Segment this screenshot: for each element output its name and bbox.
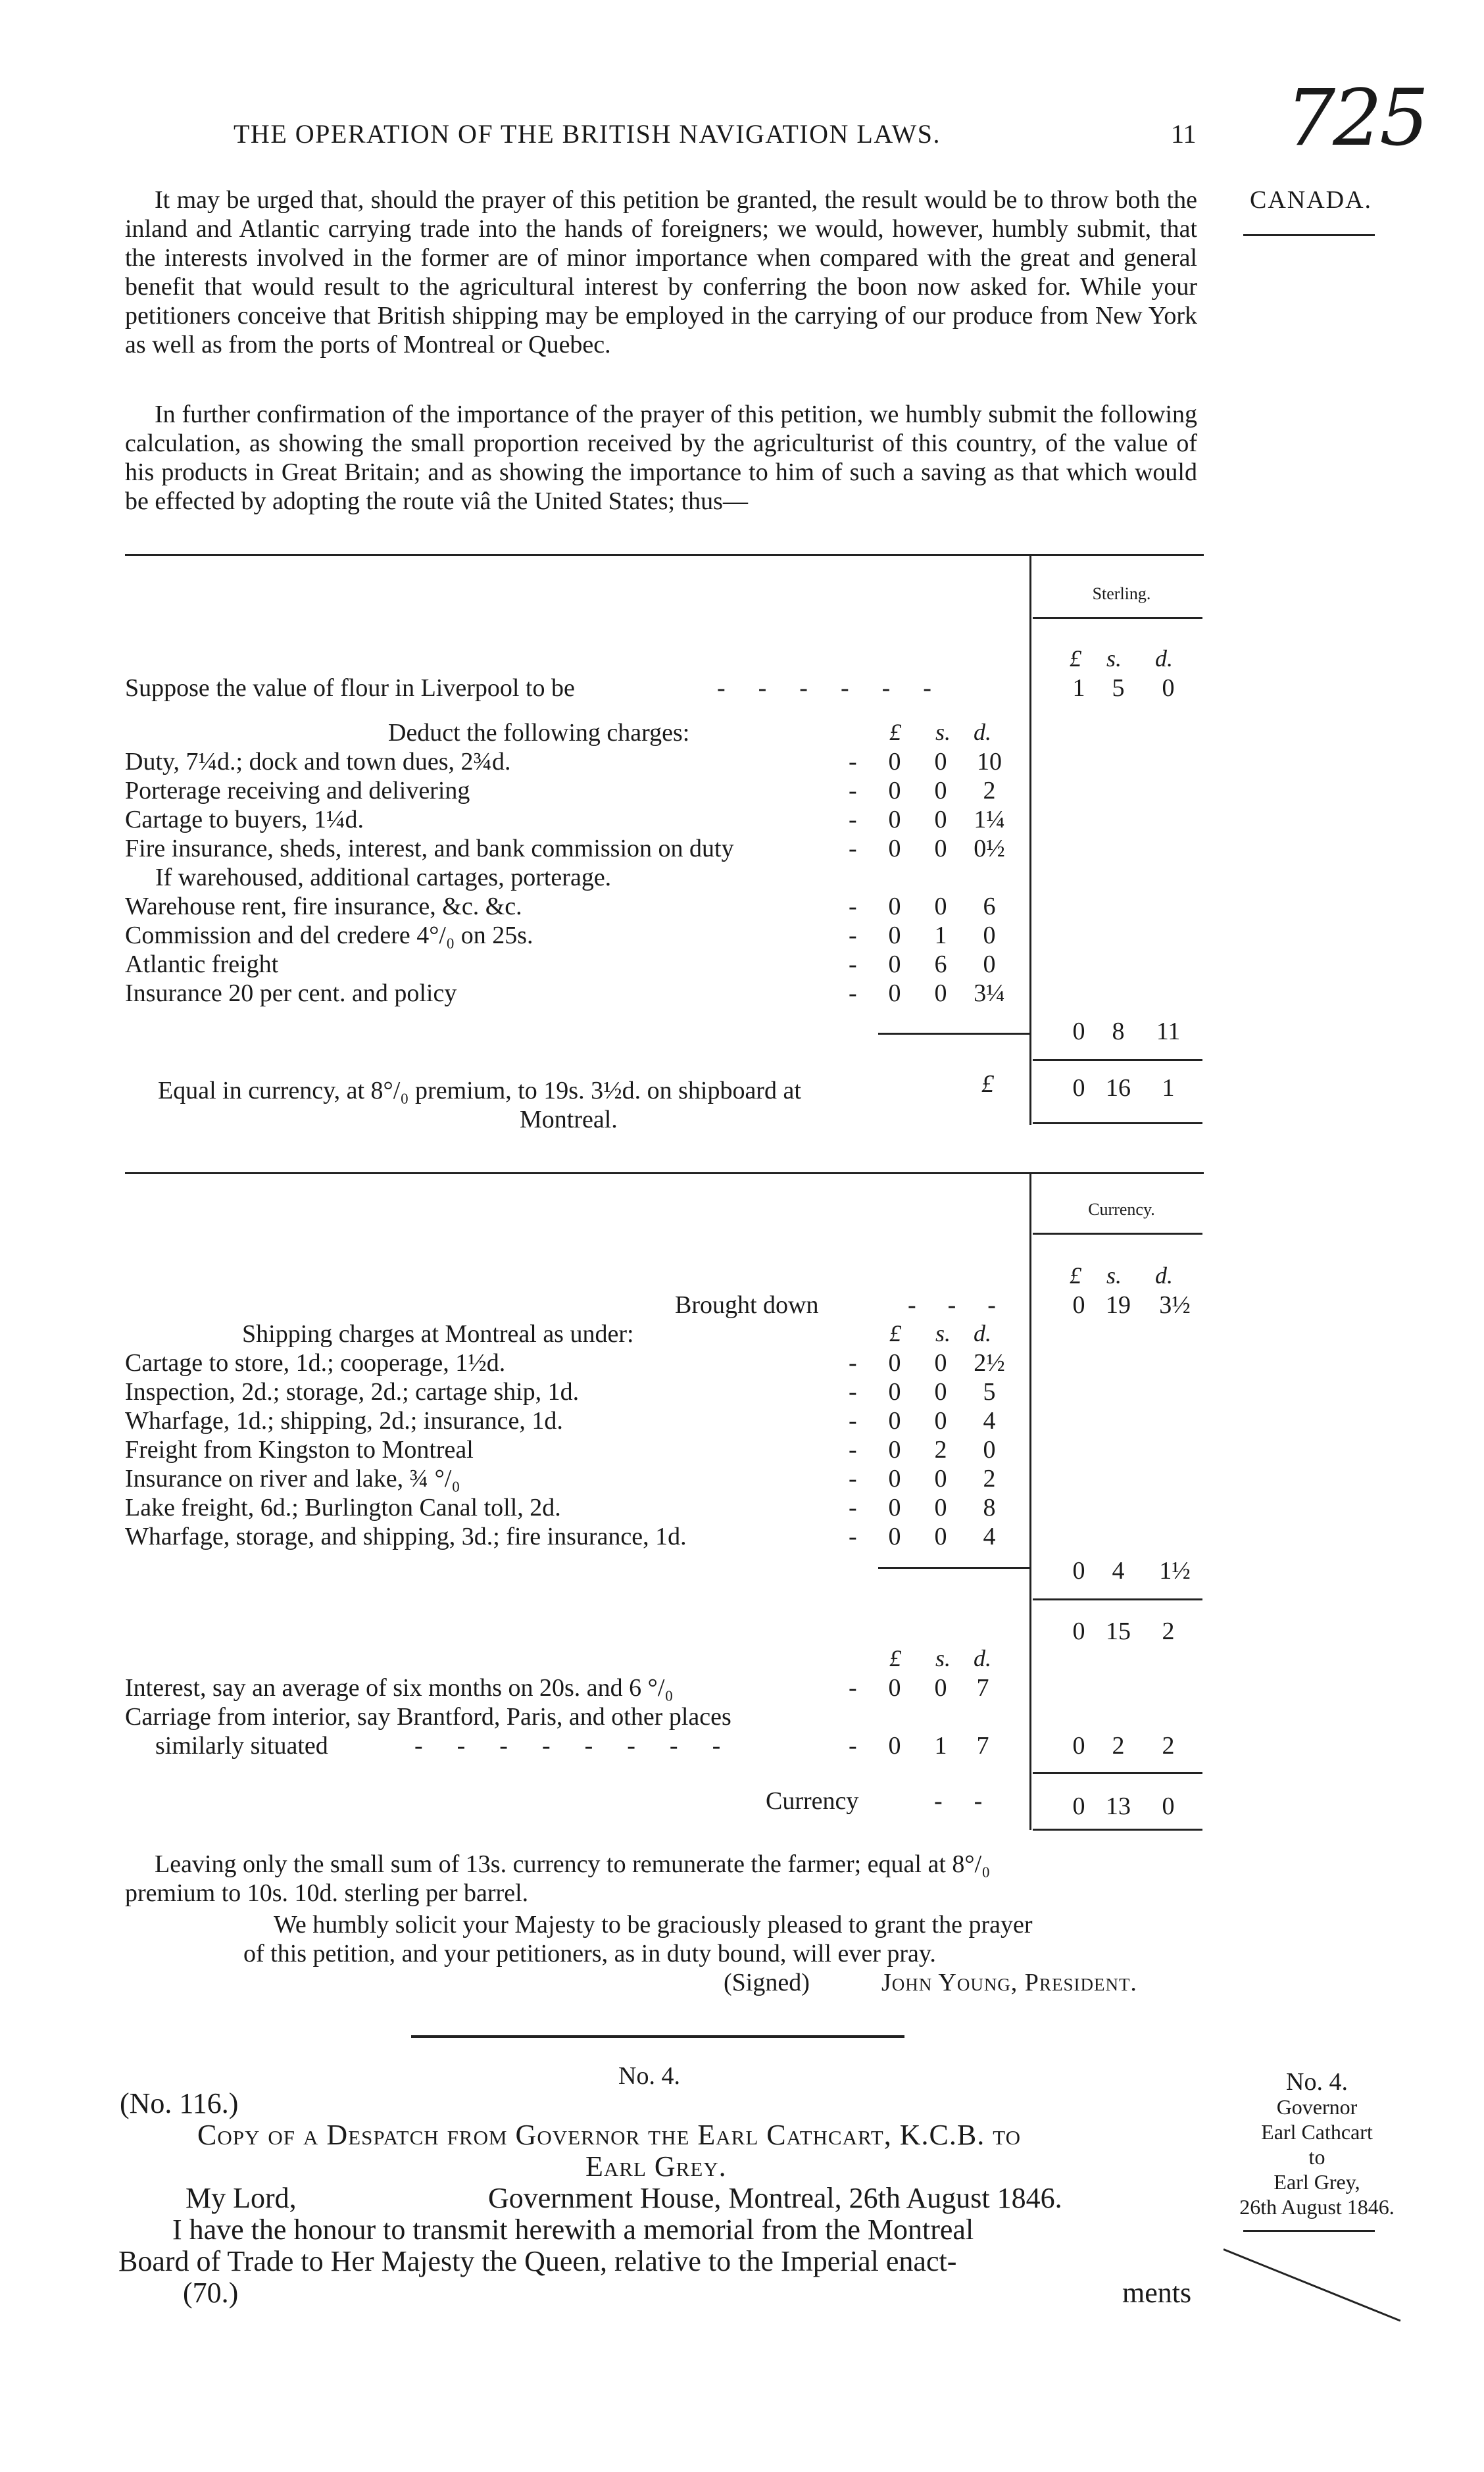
charge-label: Insurance on river and lake, ¾ °/₀: [125, 1465, 460, 1493]
handwritten-page-number: 725: [1286, 72, 1427, 163]
table1-pound-head: £: [1070, 645, 1081, 672]
charge-pounds: 0: [888, 922, 901, 949]
margin-note-despatch: [1212, 2069, 1422, 2219]
table2-interest-shillings: 0: [934, 1674, 947, 1702]
charge-pounds: 0: [888, 1523, 901, 1550]
charge-label: Wharfage, 1d.; shipping, 2d.; insurance, 1d.: [125, 1407, 563, 1435]
despatch-title-line-1: Copy of a Despatch from Governor the Earl Cathcart, K.C.B. to: [197, 2119, 1021, 2151]
charge-pounds: 0: [888, 748, 901, 776]
margin-note-date: 26th August 1846.: [1239, 2195, 1395, 2219]
charge-label: Commission and del credere 4°/₀ on 25s.: [125, 922, 533, 949]
table2-shipping-label: Shipping charges at Montreal as under:: [242, 1320, 634, 1348]
table1-charges-rule: [878, 1033, 1031, 1035]
charge-shillings: 0: [934, 1523, 947, 1550]
table2-interest-pence: 7: [976, 1674, 989, 1702]
table2-bottom-rule-right: [1033, 1829, 1202, 1831]
charge-pence: 0: [983, 951, 996, 978]
charge-label: If warehoused, additional cartages, porterage.: [155, 864, 612, 891]
table2-carriage-label-2: similarly situated: [155, 1732, 328, 1760]
table1-top-rule: [125, 554, 1204, 556]
charge-shillings: 0: [934, 835, 947, 862]
closing-line-2: premium to 10s. 10d. sterling per barrel.: [125, 1879, 529, 1907]
table2-inner-shilling-head: s.: [935, 1320, 951, 1347]
charge-pounds: 0: [888, 1349, 901, 1377]
leader-dash: -: [849, 806, 857, 833]
table2-interest-label: Interest, say an average of six months on 20s. and 6 °/₀: [125, 1674, 674, 1702]
charge-pounds: 0: [888, 1494, 901, 1521]
table2-carriage-total-shillings: 2: [1112, 1732, 1125, 1760]
charge-pounds: 0: [888, 835, 901, 862]
table2-interest-pound-head: £: [889, 1645, 901, 1671]
table1-pence-head: d.: [1155, 645, 1173, 672]
charge-pounds: 0: [888, 777, 901, 804]
table1-inner-pence-head: d.: [974, 719, 991, 745]
table2-remainder-pence: 2: [1162, 1618, 1175, 1645]
table1-subtotal-pence: 11: [1156, 1018, 1181, 1045]
charge-shillings: 1: [934, 922, 947, 949]
table2-carriage-label-1: Carriage from interior, say Brantford, Paris, and other places: [125, 1703, 731, 1731]
table2-remainder-shillings: 15: [1106, 1618, 1131, 1645]
table1-equal-label-2: Montreal.: [520, 1106, 618, 1133]
table2-currency-pounds: 0: [1072, 1792, 1085, 1820]
leader-dashes: ------: [717, 674, 964, 702]
charge-shillings: 0: [934, 777, 947, 804]
charge-pence: 0: [983, 1436, 996, 1464]
leader-dash: -: [849, 1407, 857, 1435]
despatch-number: No. 4.: [618, 2062, 680, 2090]
table1-intro-pence: 0: [1162, 674, 1175, 702]
table2-brought-down-label: Brought down: [675, 1291, 819, 1319]
leader-dashes: --------: [414, 1732, 755, 1760]
table2-remainder-pounds: 0: [1072, 1618, 1085, 1645]
charge-label: Freight from Kingston to Montreal: [125, 1436, 474, 1464]
table2-carriage-shillings: 1: [934, 1732, 947, 1760]
table1-header-rule: [1033, 617, 1202, 619]
leader-dash: -: [849, 1378, 857, 1406]
table1-deduct-label: Deduct the following charges:: [388, 719, 690, 747]
leader-dash: -: [849, 1732, 857, 1760]
table1-intro-row: [125, 674, 964, 703]
table1-equal-label-1: Equal in currency, at 8°/₀ premium, to 19s. 3½d. on shipboard at: [158, 1077, 801, 1104]
charge-shillings: 0: [934, 1378, 947, 1406]
charge-shillings: 0: [934, 1494, 947, 1521]
leader-dash: -: [849, 979, 857, 1007]
table1-equal-pounds: 0: [1072, 1074, 1085, 1102]
margin-label-canada: CANADA.: [1250, 186, 1373, 214]
charge-pounds: 0: [888, 893, 901, 920]
section-divider: [411, 2035, 904, 2038]
charge-pounds: 0: [888, 1465, 901, 1493]
closing-line-3: We humbly solicit your Majesty to be graciously pleased to grant the prayer: [274, 1911, 1033, 1939]
margin-note-to: to: [1308, 2145, 1325, 2169]
table1-subtotal-shillings: 8: [1112, 1018, 1125, 1045]
leader-dash: -: [849, 835, 857, 862]
leader-dash: -: [849, 1465, 857, 1493]
charge-pence: 2½: [974, 1349, 1005, 1377]
signatory: John Young, President.: [881, 1969, 1137, 1996]
charge-shillings: 2: [934, 1436, 947, 1464]
paragraph-carrying-trade: It may be urged that, should the prayer of this petition be granted, the result would be to throw both the inland and Atlantic carrying trade into the hands of foreigners; we would, however, humbly submit, that the interests involved in the former are of minor importance when compared with the great and general benefit that would result to the agricultural interest by conferring the boon now asked for. While your petitioners conceive that British shipping may be employed in the carrying of our produce from New York as well as from the ports of Montreal or Quebec.: [125, 186, 1197, 358]
table2-carriage-pence: 7: [976, 1732, 989, 1760]
charge-pence: 0½: [974, 835, 1005, 862]
table1-inner-pound-head: £: [889, 719, 901, 745]
table1-shilling-head: s.: [1106, 645, 1122, 672]
despatch-salutation: My Lord,: [186, 2182, 297, 2214]
table1-inner-shilling-head: s.: [935, 719, 951, 745]
margin-note-earl-grey: Earl Grey,: [1274, 2170, 1360, 2194]
table2-interest-pence-head: d.: [974, 1645, 991, 1671]
table2-carriage-total-pounds: 0: [1072, 1732, 1085, 1760]
charge-label: Cartage to store, 1d.; cooperage, 1½d.: [125, 1349, 506, 1377]
table2-currency-label: Currency: [766, 1787, 859, 1815]
table2-currency-pence: 0: [1162, 1792, 1175, 1820]
table2-column-header: Currency.: [1088, 1200, 1155, 1219]
signature-mark: (70.): [183, 2277, 239, 2309]
charge-pence: 1¼: [974, 806, 1005, 833]
despatch-body-line-2: Board of Trade to Her Majesty the Queen, relative to the Imperial enact-: [118, 2245, 957, 2277]
charge-pence: 6: [983, 893, 996, 920]
table2-shipping-total-rule: [1033, 1598, 1202, 1600]
charge-label: Atlantic freight: [125, 951, 279, 978]
table2-shipping-total-pounds: 0: [1072, 1557, 1085, 1585]
leader-dashes: ---: [908, 1291, 1027, 1319]
leader-dash: -: [849, 1349, 857, 1377]
table1-equal-symbol: £: [981, 1070, 994, 1098]
paragraph-calculation-intro: In further confirmation of the importance of the prayer of this petition, we humbly submit the following calculation, as showing the small proportion received by the agriculturist of this country, of the value of his products in Great Britain; and as showing the importance to him of such a saving as that which would be effected by adopting the route viâ the United States; thus—: [125, 401, 1197, 515]
margin-divider: [1243, 234, 1375, 236]
leader-dash: -: [849, 1523, 857, 1550]
margin-note-governor: Governor: [1276, 2095, 1358, 2119]
table1-subtotal-pounds: 0: [1072, 1018, 1085, 1045]
leader-dash: -: [849, 1494, 857, 1521]
table2-brought-down-pence: 3½: [1159, 1291, 1191, 1319]
margin-diagonal-stroke: [1223, 2248, 1400, 2321]
charge-pounds: 0: [888, 1436, 901, 1464]
table2-shipping-total-shillings: 4: [1112, 1557, 1125, 1585]
table2-top-rule: [125, 1172, 1204, 1174]
charge-label: Duty, 7¼d.; dock and town dues, 2¾d.: [125, 748, 511, 776]
table2-carriage-total-pence: 2: [1162, 1732, 1175, 1760]
charge-pence: 10: [977, 748, 1002, 776]
signed-label: (Signed): [724, 1969, 810, 1996]
table1-equal-shillings: 16: [1106, 1074, 1131, 1102]
table1-column-divider: [1029, 554, 1031, 1125]
charge-pence: 8: [983, 1494, 996, 1521]
charge-pence: 0: [983, 922, 996, 949]
margin-note-rule: [1243, 2230, 1375, 2232]
leader-dash: -: [849, 922, 857, 949]
closing-line-4: of this petition, and your petitioners, as in duty bound, will ever pray.: [243, 1940, 936, 1967]
table1-column-header: Sterling.: [1092, 584, 1151, 603]
charge-label: Wharfage, storage, and shipping, 3d.; fire insurance, 1d.: [125, 1523, 687, 1550]
closing-line-1: Leaving only the small sum of 13s. currency to remunerate the farmer; equal at 8°/₀: [155, 1850, 991, 1878]
charge-pounds: 0: [888, 1378, 901, 1406]
table2-charges-rule: [878, 1567, 1031, 1569]
charge-pounds: 0: [888, 806, 901, 833]
table2-header-rule: [1033, 1233, 1202, 1235]
charge-pence: 2: [983, 1465, 996, 1493]
leader-dash: -: [849, 1436, 857, 1464]
table1-intro-label: Suppose the value of flour in Liverpool to be: [125, 674, 575, 702]
table2-pound-head: £: [1070, 1262, 1081, 1289]
table2-interest-shilling-head: s.: [935, 1645, 951, 1671]
charge-label: Fire insurance, sheds, interest, and bank commission on duty: [125, 835, 734, 862]
despatch-location-date: Government House, Montreal, 26th August 1846.: [488, 2182, 1062, 2214]
charge-pence: 4: [983, 1407, 996, 1435]
margin-note-earl-cathcart: Earl Cathcart: [1261, 2120, 1373, 2144]
despatch-title-line-2: Earl Grey.: [585, 2150, 727, 2183]
leader-dash: -: [849, 1674, 857, 1702]
despatch-body-line-1: I have the honour to transmit herewith a memorial from the Montreal: [172, 2213, 974, 2246]
table2-interest-pounds: 0: [888, 1674, 901, 1702]
table1-bottom-rule-right: [1033, 1122, 1202, 1124]
leader-dash: -: [849, 748, 857, 776]
charge-shillings: 0: [934, 893, 947, 920]
charge-pence: 3¼: [974, 979, 1005, 1007]
charge-label: Lake freight, 6d.; Burlington Canal toll, 2d.: [125, 1494, 561, 1521]
charge-label: Warehouse rent, fire insurance, &c. &c.: [125, 893, 522, 920]
table2-shilling-head: s.: [1106, 1262, 1122, 1289]
charge-pence: 2: [983, 777, 996, 804]
table1-subtotal-rule: [1033, 1059, 1202, 1061]
table1-intro-pounds: 1: [1072, 674, 1085, 702]
charge-label: Porterage receiving and delivering: [125, 777, 470, 804]
charge-label: Inspection, 2d.; storage, 2d.; cartage ship, 1d.: [125, 1378, 580, 1406]
charge-shillings: 0: [934, 1465, 947, 1493]
table2-brought-down-pounds: 0: [1072, 1291, 1085, 1319]
table2-shipping-total-pence: 1½: [1159, 1557, 1191, 1585]
table2-currency-shillings: 13: [1106, 1792, 1131, 1820]
table2-column-divider: [1029, 1172, 1031, 1830]
charge-shillings: 0: [934, 979, 947, 1007]
page-number: 11: [1171, 119, 1197, 149]
leader-dash: -: [849, 893, 857, 920]
table1-equal-pence: 1: [1162, 1074, 1175, 1102]
leader-dash: -: [849, 777, 857, 804]
charge-pence: 5: [983, 1378, 996, 1406]
charge-pence: 4: [983, 1523, 996, 1550]
charge-pounds: 0: [888, 979, 901, 1007]
leader-dashes: --: [934, 1787, 1014, 1815]
margin-note-number: No. 4.: [1286, 2068, 1348, 2096]
leader-dash: -: [849, 951, 857, 978]
catchword: ments: [1122, 2277, 1192, 2309]
charge-shillings: 0: [934, 1407, 947, 1435]
charge-label: Insurance 20 per cent. and policy: [125, 979, 457, 1007]
table2-inner-pence-head: d.: [974, 1320, 991, 1347]
charge-shillings: 0: [934, 748, 947, 776]
charge-shillings: 0: [934, 1349, 947, 1377]
charge-shillings: 0: [934, 806, 947, 833]
running-title: THE OPERATION OF THE BRITISH NAVIGATION LAWS.: [234, 119, 941, 149]
table1-intro-shillings: 5: [1112, 674, 1125, 702]
charge-shillings: 6: [934, 951, 947, 978]
charge-label: Cartage to buyers, 1¼d.: [125, 806, 364, 833]
charge-pounds: 0: [888, 951, 901, 978]
charge-pounds: 0: [888, 1407, 901, 1435]
table2-inner-pound-head: £: [889, 1320, 901, 1347]
table2-pence-head: d.: [1155, 1262, 1173, 1289]
table2-carriage-pounds: 0: [888, 1732, 901, 1760]
table2-carriage-rule: [1033, 1772, 1202, 1774]
despatch-reference: (No. 116.): [120, 2087, 239, 2119]
table2-brought-down-shillings: 19: [1106, 1291, 1131, 1319]
